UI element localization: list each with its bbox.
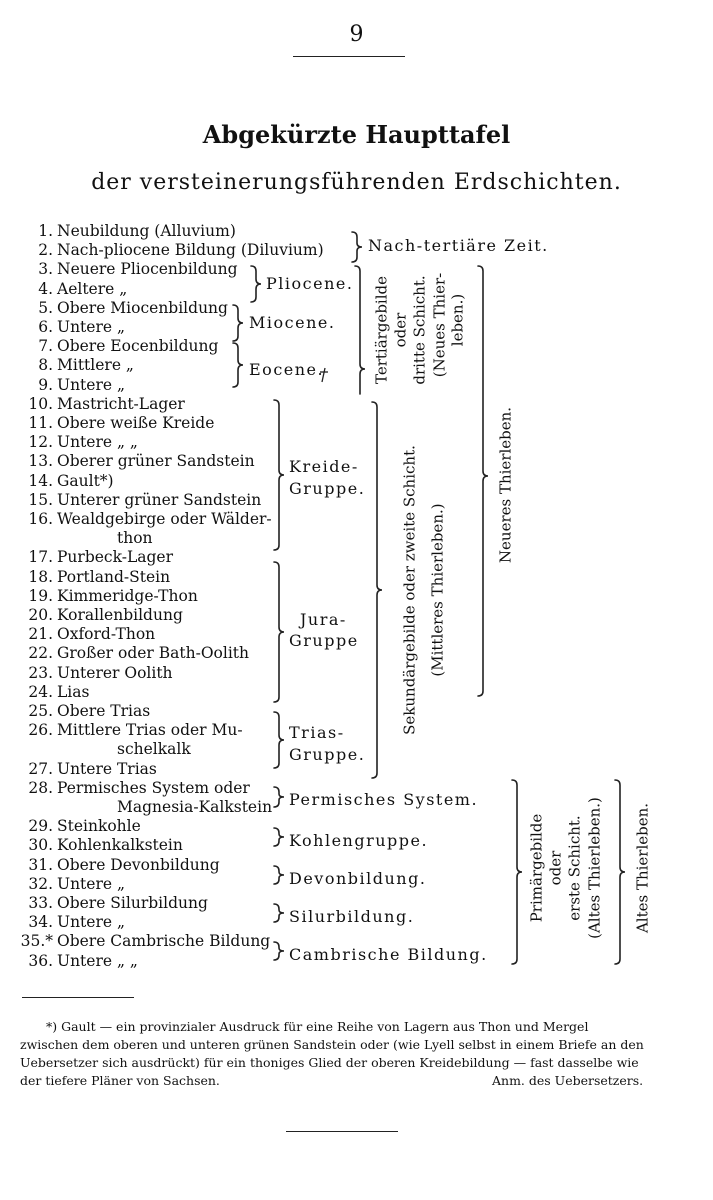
stratum-name: Obere Trias xyxy=(57,702,151,720)
stratum-name: Kimmeridge-Thon xyxy=(57,586,198,605)
stratum-name: Mittlere Trias oder Mu- xyxy=(57,721,243,740)
footnote-line-1: *) Gault — ein provinzialer Ausdruck für eine Reihe von Lagern aus Thon und Mergel xyxy=(46,1019,589,1034)
stratum-number: 17. xyxy=(28,548,53,567)
stratum-name: Untere „ xyxy=(57,318,125,336)
label-tertiaer-5: leben.) xyxy=(448,293,467,347)
stratum-name: Obere Eocenbildung xyxy=(57,337,219,356)
footnote-line-3: Uebersetzer sich ausdrückt) für ein thoniges Glied der oberen Kreidebildung — fast dasselbe wie xyxy=(20,1055,639,1070)
stratum-name: Portland-Stein xyxy=(57,567,171,586)
stratum-number: 10. xyxy=(28,394,53,413)
stratum-name: Obere Miocenbildung xyxy=(57,298,228,317)
stratum-number: 9. xyxy=(38,375,53,394)
stratum-name: Kohlenkalkstein xyxy=(57,836,183,855)
group-trias-line1: Trias- xyxy=(289,723,345,742)
label-primaer-1: Primärgebilde xyxy=(527,813,546,923)
group-miocene: Miocene. xyxy=(249,313,336,332)
footnote-line-2: zwischen dem oberen und unteren grünen Sandstein oder (wie Lyell selbst in einem Briefe an den xyxy=(20,1037,644,1052)
stratum-number: 24. xyxy=(28,682,53,701)
stratum-name: Untere „ „ xyxy=(57,951,138,970)
label-primaer-4: (Altes Thierleben.) xyxy=(585,797,604,939)
stratum-number: 19. xyxy=(28,586,53,605)
stratum-number: 22. xyxy=(28,644,53,663)
stratum-number: 13. xyxy=(28,452,53,471)
stratum-name: Aeltere „ xyxy=(57,279,128,298)
group-silur: Silurbildung. xyxy=(289,907,415,926)
stratum-name: Untere „ xyxy=(57,913,125,932)
stratum-name: Oberer grüner Sandstein xyxy=(57,452,255,471)
stratum-number: 3. xyxy=(38,260,53,279)
stratum-number: 23. xyxy=(28,663,53,682)
stratum-name: Obere Devonbildung xyxy=(57,855,220,874)
stratum-name: Untere „ „ xyxy=(57,433,138,452)
stratum-number: 5. xyxy=(38,298,53,317)
group-kohlen: Kohlengruppe. xyxy=(289,831,429,850)
stratum-number: 18. xyxy=(28,567,53,586)
footer-rule xyxy=(286,1131,398,1132)
stratum-name: Untere Trias xyxy=(57,759,157,778)
stratum-number: 7. xyxy=(38,337,53,356)
stratum-name: Neuere Pliocenbildung xyxy=(57,260,238,279)
stratum-number: 21. xyxy=(28,625,53,644)
stratum-name: Untere „ xyxy=(57,874,125,893)
stratum-name: thon xyxy=(117,529,153,548)
stratum-number: 27. xyxy=(28,759,53,778)
page-subtitle: der versteinerungsführenden Erdschichten. xyxy=(91,170,622,195)
stratum-number: 32. xyxy=(28,874,53,893)
label-sekundaer-1: Sekundärgebilde oder zweite Schicht. xyxy=(400,445,419,735)
stratum-number: 6. xyxy=(38,318,53,336)
stratum-name: Korallenbildung xyxy=(57,606,183,624)
stratum-number: 15. xyxy=(28,490,53,509)
group-cambrisch: Cambrische Bildung. xyxy=(289,945,488,964)
stratum-name: Obere Silurbildung xyxy=(57,894,208,912)
stratum-number: 1. xyxy=(38,222,53,240)
stratum-name: Untere „ xyxy=(57,375,125,394)
label-primaer-3: erste Schicht. xyxy=(565,815,584,921)
stratum-number: 14. xyxy=(28,471,53,490)
label-tertiaer-1: Tertiärgebilde xyxy=(372,276,391,384)
label-neueres: Neueres Thierleben. xyxy=(496,406,515,564)
stratum-number: 30. xyxy=(28,836,53,855)
group-eocene: Eocene. xyxy=(249,360,325,379)
stratum-name: Oxford-Thon xyxy=(57,625,156,644)
stratum-number: 33. xyxy=(28,894,53,912)
group-jura-line2: Gruppe xyxy=(289,631,359,650)
stratum-number: 20. xyxy=(28,606,53,624)
stratum-number: 26. xyxy=(28,721,53,740)
stratum-name: Unterer grüner Sandstein xyxy=(57,490,262,509)
stratum-name: Permisches System oder xyxy=(57,778,250,797)
stratum-number: 28. xyxy=(28,778,53,797)
label-primaer-2: oder xyxy=(546,850,565,886)
group-kreide-line1: Kreide- xyxy=(289,457,359,476)
stratum-number: 36. xyxy=(28,951,53,970)
label-tertiaer-4: (Neues Thier- xyxy=(430,272,449,378)
stratum-name: Nach-pliocene Bildung (Diluvium) xyxy=(57,241,324,260)
label-sekundaer-2: (Mittleres Thierleben.) xyxy=(428,503,447,677)
group-nachtertiaer: Nach-tertiäre Zeit. xyxy=(368,236,549,255)
stratum-number: 34. xyxy=(28,913,53,932)
stratum-name: Unterer Oolith xyxy=(57,663,173,682)
stratum-number: 8. xyxy=(38,356,53,375)
stratum-number: 29. xyxy=(28,817,53,836)
stratum-number: 12. xyxy=(28,433,53,452)
group-jura-line1: Jura- xyxy=(300,610,347,629)
stratum-name: schelkalk xyxy=(117,740,191,759)
stratum-name: Gault*) xyxy=(57,471,114,490)
stratum-number: 35.* xyxy=(20,932,53,951)
label-tertiaer-2: oder xyxy=(391,312,410,348)
label-tertiaer-3: dritte Schicht. xyxy=(410,275,429,385)
stratum-number: 2. xyxy=(38,241,53,260)
stratum-name: Neubildung (Alluvium) xyxy=(57,222,236,240)
stratum-number: 11. xyxy=(28,414,53,432)
page-number: 9 xyxy=(349,22,364,47)
stratum-name: Lias xyxy=(57,682,90,701)
group-kreide-line2: Gruppe. xyxy=(289,479,366,498)
stratum-name: Wealdgebirge oder Wälder- xyxy=(57,510,272,528)
stratum-number: 4. xyxy=(38,279,53,298)
group-devon: Devonbildung. xyxy=(289,869,427,888)
footnote-line-4: der tiefere Pläner von Sachsen. xyxy=(20,1073,220,1088)
label-altes: Altes Thierleben. xyxy=(633,802,652,934)
stratum-number: 25. xyxy=(28,702,53,720)
footnote-rule xyxy=(22,997,134,998)
stratum-name: Mastricht-Lager xyxy=(57,394,185,413)
group-pliocene: Pliocene. xyxy=(266,274,354,293)
stratum-number: 16. xyxy=(28,510,53,528)
page-title: Abgekürzte Haupttafel xyxy=(202,120,511,149)
translator-note: Anm. des Uebersetzers. xyxy=(492,1073,644,1088)
stratum-name: Obere Cambrische Bildung xyxy=(57,932,271,951)
stratum-name: Großer oder Bath-Oolith xyxy=(57,644,249,663)
group-trias-line2: Gruppe. xyxy=(289,745,366,764)
stratum-name: Steinkohle xyxy=(57,817,141,836)
stratum-name: Obere weiße Kreide xyxy=(57,414,215,432)
stratum-name: Magnesia-Kalkstein xyxy=(117,798,273,816)
stratum-name: Mittlere „ xyxy=(57,356,134,375)
stratum-name: Purbeck-Lager xyxy=(57,548,173,567)
group-permisch: Permisches System. xyxy=(289,790,479,809)
stratum-number: 31. xyxy=(28,855,53,874)
